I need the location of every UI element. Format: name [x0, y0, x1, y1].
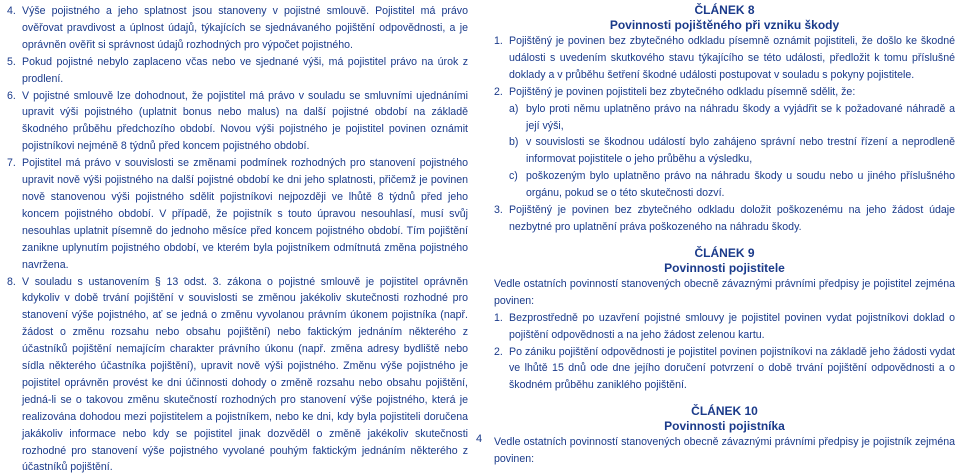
- item-number: 7.: [7, 155, 22, 273]
- item-number: 1.: [494, 310, 509, 344]
- sub-item: [509, 168, 955, 202]
- sub-item: [509, 101, 955, 135]
- sub-item-letter: c): [509, 168, 526, 202]
- item-text: Pokud pojistné nebylo zaplaceno včas nebo ve sjednané výši, má pojistitel právo na úrok z prodlení.: [22, 54, 468, 88]
- list-item: [494, 202, 955, 236]
- item-number: 5.: [7, 54, 22, 88]
- item-number: 2.: [494, 84, 509, 202]
- article-10-subtitle: Povinnosti pojistníka: [494, 419, 955, 434]
- item-number: 6.: [7, 88, 22, 156]
- item-number: 1.: [494, 33, 509, 84]
- item-text: Pojištěný je povinen bez zbytečného odkladu písemně oznámit pojistiteli, že došlo ke škodné události s uvedením skutkového stavu týkajícího se této události, předložit k tomu příslušné doklady a v průběhu šetření škodné události postupovat v souladu s pokyny pojistitele.: [509, 33, 955, 84]
- list-item: [494, 310, 955, 344]
- list-item: [494, 33, 955, 84]
- item-number: 2.: [494, 344, 509, 395]
- item-text: V souladu s ustanovením § 13 odst. 3. zákona o pojistné smlouvě je pojistitel oprávněn kdykoliv v době trvání pojištění v souvislosti se změnou jakékoliv skutečnosti rozhodné pro stanovení výše pojistného, ať se jedná o změnu vyvolanou právním úkonem pojistníka (např. žádost o změnu rozsahu nebo obsahu pojištění) nebo faktickým jednáním některého z účastníků pojištění nemajícím charakter právního úkonu (např. změna adresy bydliště nebo sídla některého účastníka pojištění), upravit nově výši pojistného. Změnu výše pojistného je pojistitel oprávněn provést ke dni účinnosti dohody o změně rozsahu nebo obsahu pojištění, jedná-li se o takovou změnu skutečností rozhodných pro stanovení výše pojistného, která je realizována dohodou mezi pojistitelem a pojistníkem, nebo ke dni, kdy byla pojistiteli doručena jakákoliv informace nebo kdy se pojistitel jinak dozvěděl o změně jakékoliv skutečnosti rozhodné pro stanovení výše pojistného vyvolané pouhým faktickým jednáním některého z účastníků pojištění.: [22, 274, 468, 476]
- item-number: 4.: [7, 3, 22, 54]
- list-item: [7, 88, 468, 156]
- item-text: Pojištěný je povinen bez zbytečného odkladu doložit poškozenému na jeho žádost údaje nezbytné pro uplatnění práva poškozeného na náhradu škody.: [509, 202, 955, 236]
- item-text: V pojistné smlouvě lze dohodnout, že pojistitel má právo v souladu se smluvními ujednáními upravit výši pojistného (uplatnit bonus nebo malus) na další pojistné období na základě škodného průběhu předchozího období. Novou výši pojistného je pojistitel povinen oznámit pojistníkovi nejméně 8 týdnů před koncem pojistného období.: [22, 88, 468, 156]
- sub-item: [509, 134, 955, 168]
- article-9-subtitle: Povinnosti pojistitele: [494, 261, 955, 276]
- item-text: Pojistitel má právo v souvislosti se změnami podmínek rozhodných pro stanovení pojistného upravit nově výši pojistného na další pojistné období ke dni jeho splatnosti, přičemž je povinen nově stanovenou výši pojistného sdělit pojistníkovi nejpozději ve lhůtě 8 týdnů před jeho koncem pojistného období. V případě, že pojistník s touto úpravou nesouhlasí, musí svůj nesouhlas uplatnit písemně do jednoho měsíce před koncem pojistného období. Tím pojištění zanikne uplynutím pojistného období, ve kterém byla pojistníkem odmítnutá změna pojistného navržena.: [22, 155, 468, 273]
- article-10-intro: Vedle ostatních povinností stanovených obecně závaznými právními předpisy je pojistník zejména povinen:: [494, 434, 955, 468]
- article-8-subtitle: Povinnosti pojištěného při vzniku škody: [494, 18, 955, 33]
- article-9-intro: Vedle ostatních povinností stanovených obecně závaznými právními předpisy je pojistitel zejména povinen:: [494, 276, 955, 310]
- sub-item-letter: a): [509, 101, 526, 135]
- list-item: [494, 84, 955, 202]
- item-number: 3.: [494, 202, 509, 236]
- sub-item-text: bylo proti němu uplatněno právo na náhradu škody a vyjádřit se k požadované náhradě a její výši,: [526, 101, 955, 135]
- article-9-title: ČLÁNEK 9: [494, 246, 955, 261]
- article-10-title: ČLÁNEK 10: [494, 404, 955, 419]
- left-column: [7, 3, 468, 476]
- sub-item-text: poškozeným bylo uplatněno právo na náhradu škody u soudu nebo u jiného příslušného orgánu, pokud se o této skutečnosti dozví.: [526, 168, 955, 202]
- sub-item-letter: b): [509, 134, 526, 168]
- list-item: [494, 344, 955, 395]
- list-item: [7, 155, 468, 273]
- list-item: [7, 274, 468, 476]
- item-text: Pojištěný je povinen pojistiteli bez zbytečného odkladu písemně sdělit, že:: [509, 84, 955, 101]
- item-text: Po zániku pojištění odpovědnosti je pojistitel povinen pojistníkovi na základě jeho žádosti vydat ve lhůtě 15 dnů ode dne jejího doručení potvrzení o době trvání pojištění odpovědnosti a o škodném průběhu zaniklého pojištění.: [509, 344, 955, 395]
- article-8-title: ČLÁNEK 8: [494, 3, 955, 18]
- list-item: [7, 3, 468, 54]
- sub-item-text: v souvislosti se škodnou událostí bylo zahájeno správní nebo trestní řízení a neprodleně informovat pojistitele o jeho průběhu a výsledku,: [526, 134, 955, 168]
- list-item: [7, 54, 468, 88]
- item-text: Bezprostředně po uzavření pojistné smlouvy je pojistitel povinen vydat pojistníkovi doklad o pojištění odpovědnosti a na jeho žádost zelenou kartu.: [509, 310, 955, 344]
- item-number: 8.: [7, 274, 22, 476]
- right-column: [494, 3, 955, 468]
- item-text: Výše pojistného a jeho splatnost jsou stanoveny v pojistné smlouvě. Pojistitel má právo ověřovat pravdivost a úplnost údajů, týkajících se sjednávaného pojištění odpovědnosti, a je oprávněn ověřit si správnost údajů rozhodných pro výpočet pojistného.: [22, 3, 468, 54]
- page-number: 4: [476, 433, 482, 445]
